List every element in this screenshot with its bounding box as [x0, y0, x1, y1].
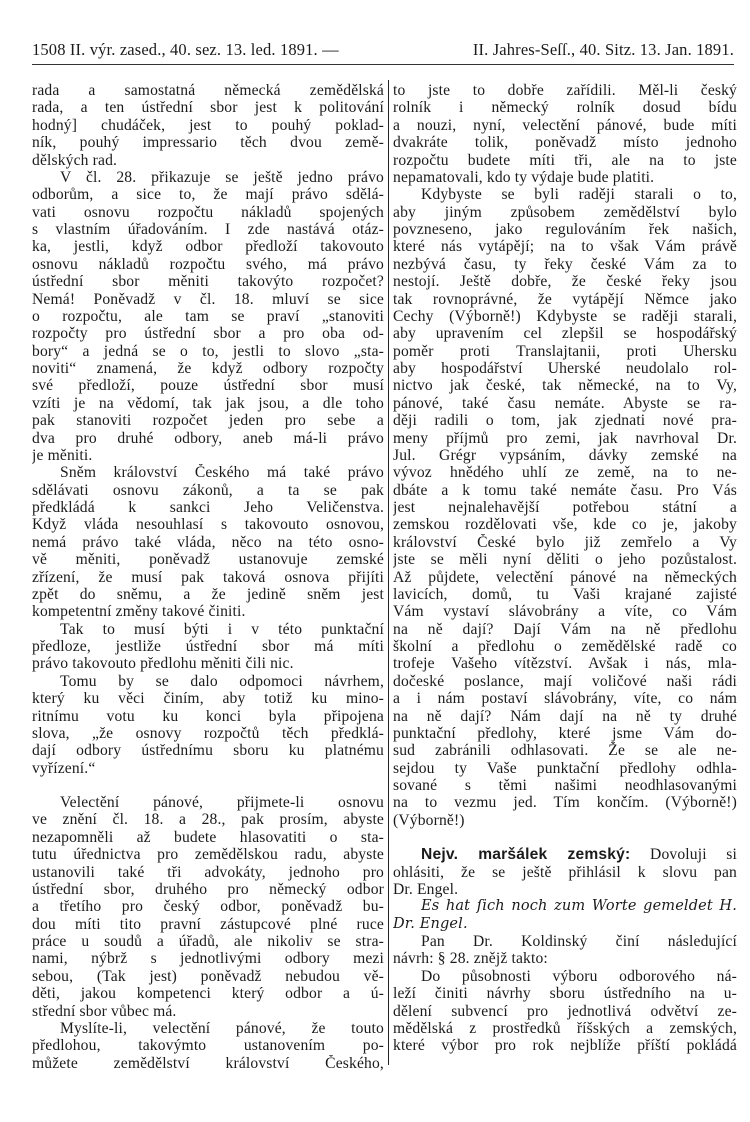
text-line: Vám vystaví slávobrány a víte, co Vám	[393, 603, 737, 621]
text-line: které výbor pro rok nejblíže příští pokládá	[393, 1037, 737, 1055]
text-line: nemá právo také vláda, něco na této osno-	[32, 533, 384, 551]
paragraph	[393, 968, 737, 1055]
text-line: kompetentní změny takové činiti.	[32, 603, 246, 621]
text-line: nictvo jak české, tak německé, na to Vy,	[393, 377, 737, 395]
paragraph	[393, 898, 737, 933]
text-line: slova, „že osnovy rozpočtů těch předklá-	[32, 724, 384, 742]
text-line: Dr. Engel.	[393, 880, 459, 898]
text-line: (Výborně!)	[393, 811, 465, 829]
speaker-name: Nejv. maršálek zemský:	[421, 846, 631, 864]
text-line: Myslíte-li, velectění pánové, že touto	[60, 1019, 384, 1037]
text-line: nezbývá času, ty řeky české Vám za to	[393, 255, 737, 273]
text-line: a i nám postaví slávobrány, víte, co nám	[393, 690, 737, 708]
text-line: Cechy (Výborně!) Kdybyste se raději starali,	[393, 307, 737, 325]
text-line: které nás vytápějí; na to však Vám právě	[393, 238, 737, 256]
text-line: Kdybyste se byli raději starali o to,	[421, 186, 737, 204]
text-line: Velectění pánové, přijmete-li osnovu	[60, 794, 384, 811]
paragraph	[32, 621, 384, 673]
paragraph	[32, 82, 384, 169]
text-line: ústřední sbor měniti takovýto rozpočet?	[32, 273, 384, 291]
text-line: ník, pouhý impressario těch dvou země-	[32, 134, 384, 152]
text-line: a třetího pro český odbor, poněvadž bu-	[32, 898, 384, 916]
text-line: V čl. 28. přikazuje se ještě jedno právo	[60, 168, 384, 186]
text-line: ustanovili také tři advokáty, jednoho pro	[32, 863, 384, 881]
text-line: Es hat ſich noch zum Worte gemeldet H.	[421, 898, 737, 915]
text-line: vzíti je na vědomí, tak jak jsou, a dle toho	[32, 394, 384, 412]
text-line: Tomu by se dalo odpomoci návrhem,	[60, 672, 384, 690]
text-line: ústřední sbor, druhého pro německý odbor	[32, 880, 384, 898]
text-line: rada a samostatná německá zemědělská	[32, 82, 384, 99]
text-line: je měniti.	[32, 446, 93, 464]
column-divider	[388, 80, 389, 1065]
text-line: sované s těmi našimi neodhlasovanými	[393, 777, 737, 794]
text-line: osnovu nákladů rozpočtu svého, má právo	[32, 255, 384, 273]
text-line: leží činiti návrhy sboru ústředního na u-	[393, 985, 737, 1003]
paragraph	[32, 1020, 384, 1072]
text-line: dvakráte tolik, poněvadž místo jednoho	[393, 134, 737, 152]
czech-session-header: II. výr. zased., 40. sez. 13. led. 1891. —	[69, 40, 339, 59]
text-line: ději radili o tom, jak zjednati nové pra-	[393, 412, 737, 430]
paragraph	[393, 846, 737, 898]
text-line: tak rovnoprávné, že vytápějí Němce jako	[393, 290, 737, 308]
text-line	[393, 846, 737, 863]
text-line: Dr. Engel.	[393, 915, 468, 932]
text-line: to jste to dobře zařídili. Měl-li český	[393, 82, 737, 99]
text-line: jest nejnalehavější potřebou státní a	[393, 499, 737, 516]
text-line: vyřízení.“	[32, 759, 96, 777]
text-line: dou míti tito pravní zástupcové plné ruce	[32, 915, 384, 933]
text-line: na to vezmu jed. Tím končím. (Výborně!)	[393, 794, 737, 812]
text-line: Sněm království Českého má také právo	[60, 464, 384, 482]
text-line: ohlásiti, že se ještě přihlásil k slovu pan	[393, 863, 737, 881]
page-number-and-czech-header	[32, 40, 339, 60]
text-line: právo takovouto předlohu měniti čili nic.	[32, 655, 294, 673]
text-line: nezapomněli až budete hlasovatiti o sta-	[32, 828, 384, 846]
text-line: vati osnovu rozpočtu nákladů spojených	[32, 203, 384, 221]
text-line: dbáte a k tomu také nemáte času. Pro Vás	[393, 481, 737, 499]
paragraph	[32, 169, 384, 464]
text-line: odborům, a sice to, že mají právo sdělá-	[32, 186, 384, 204]
text-line: ritnímu votu ku konci byla připojena	[32, 707, 384, 725]
text-line: pánové, také času nemáte. Abyste se ra-	[393, 394, 737, 412]
text-line: sebou, (Tak jest) poněvadž nebudou vě-	[32, 967, 384, 985]
text-line: předloze, jestliže ústřední sbor má míti	[32, 638, 384, 655]
running-header	[32, 34, 734, 65]
page-number: 1508	[32, 40, 66, 59]
text-line: Do působnosti výboru odborového ná-	[421, 967, 737, 985]
paragraph	[393, 186, 737, 829]
text-line: punktační předlohy, které jsme Vám do-	[393, 724, 737, 742]
text-line: Tak to musí býti i v této punktační	[60, 620, 384, 638]
text-line: o rozpočtu, ale tam se praví „stanoviti	[32, 307, 384, 325]
text-line: předlohou, takovýmto ustanovením po-	[32, 1037, 384, 1055]
text-line: meny příjmů pro zemi, jak navrhoval Dr.	[393, 429, 737, 447]
text-line: aby upravením cel zlepšil se hospodářský	[393, 325, 737, 343]
text-line: Pan Dr. Koldinský činí následující	[421, 933, 737, 950]
text-line: dají odbory ústřednímu sboru ku platnému	[32, 742, 384, 760]
text-line: aby jiným způsobem zemědělství bylo	[393, 203, 737, 221]
text-line: hodný] chudáček, jest to pouhý poklad-	[32, 116, 384, 134]
line-text: Dovoluji si	[630, 846, 737, 864]
text-line: s vlastním úřadováním. I zde nastává otáz-	[32, 221, 384, 238]
text-line: ka, jestli, když odbor předloží takovouto	[32, 238, 384, 256]
text-line: na ně dají? Dají Vám na ně předlohu	[393, 620, 737, 638]
text-line: povzneseno, jako regulováním řek našich,	[393, 221, 737, 238]
text-line: sud zabránili odhlasovati. Že se ale ne-	[393, 742, 737, 760]
text-line: bory“ a jedná se o to, jestli to slovo „sta-	[32, 342, 384, 360]
text-line: děti, jakou kompetenci který odbor a ú-	[32, 985, 384, 1003]
paragraph	[32, 673, 384, 777]
text-line: vývoz hnědého uhlí ze země, na to ne-	[393, 464, 737, 482]
text-line: trofeje Vašeho vítězství. Avšak i nás, mla-	[393, 655, 737, 673]
text-line: Jul. Grégr vypsáním, dávky zemské na	[393, 446, 737, 464]
text-line: jste se měli nyní děliti o jeho pozůstalost.	[393, 551, 737, 569]
text-line: na ně dají? Nám dají na ně ty druhé	[393, 707, 737, 725]
text-line: lavicích, domů, tu Vaši krajané zajisté	[393, 585, 737, 603]
text-line: předkládá k sankci Jeho Veličenstva.	[32, 499, 384, 516]
text-line: sdělávati osnovu zákonů, a ta se pak	[32, 481, 384, 499]
text-line: království České bylo již zemřelo a Vy	[393, 533, 737, 551]
text-line: rada, a ten ústřední sbor jest k politování	[32, 99, 384, 117]
text-line: pak stanoviti rozpočet jeden pro sebe a	[32, 412, 384, 430]
text-line: své předloží, pouze ústřední sbor musí	[32, 377, 384, 395]
text-line: mědělská z prostředků říšských a zemských,	[393, 1019, 737, 1037]
text-line: práce u soudů a úřadů, ale nikoliv se stra-	[32, 933, 384, 950]
paragraph	[32, 464, 384, 620]
paragraph	[393, 82, 737, 186]
text-line: dělení subvencí pro jednotlivá odvětví ze-	[393, 1002, 737, 1020]
text-line: zpět do sněmu, a že jedině sněm jest	[32, 585, 384, 603]
text-line: Když vláda nesouhlasí s takovouto osnovou,	[32, 516, 384, 534]
text-line: noviti“ znamená, že když odbory rozpočty	[32, 360, 384, 377]
text-line: a nouzi, nyní, velectění pánové, bude míti	[393, 116, 737, 134]
text-line: zemskou rozdělovati vše, kde co je, jakoby	[393, 516, 737, 534]
text-line: sejdou ty Vaše punktační předlohy odhla-	[393, 759, 737, 777]
text-line: nami, nýbrž s jednotlivými odbory mezi	[32, 950, 384, 968]
text-line: dočeské poslance, mají voličové naši rádi	[393, 672, 737, 690]
text-line: střední sbor vůbec má.	[32, 1002, 177, 1020]
text-line: ve znění čl. 18. a 28., pak prosím, abyste	[32, 811, 384, 829]
text-line: tutu úřednictva pro zemědělskou radu, abyste	[32, 846, 384, 864]
text-line: dva pro druhé odbory, aneb má-li právo	[32, 429, 384, 447]
right-column	[393, 82, 737, 1055]
text-line: rozpočty pro ústřední sbor a pro oba od-	[32, 325, 384, 343]
text-line: rozpočtu budete míti tři, ale na to jste	[393, 151, 737, 169]
text-line: zřízení, že musí pak taková osnova přijíti	[32, 568, 384, 586]
german-session-header: II. Jahres-Seſſ., 40. Sitz. 13. Jan. 1891.	[472, 40, 734, 59]
text-line: který ku věci činím, aby totiž ku mino-	[32, 690, 384, 708]
text-line: poměr proti Translajtanii, proti Uhersku	[393, 342, 737, 360]
text-line: můžete zemědělství království Českého,	[32, 1054, 384, 1072]
text-line: dělských rad.	[32, 151, 118, 169]
paragraph	[32, 794, 384, 1020]
text-line: Až půjdete, velectění pánové na německých	[393, 568, 737, 586]
text-line: Nemá! Poněvadž v čl. 18. mluví se sice	[32, 290, 384, 308]
text-line: nestojí. Ještě dobře, že české řeky jsou	[393, 273, 737, 291]
text-line: vě měniti, poněvadž ustanovuje zemské	[32, 551, 384, 569]
text-line: návrh: § 28. znějž takto:	[393, 950, 548, 968]
left-column	[32, 82, 384, 1072]
text-line: nepamatovali, kdo ty výdaje bude platiti.	[393, 168, 655, 186]
paragraph	[393, 933, 737, 968]
text-line: aby hospodářství Uherské neudolalo rol-	[393, 360, 737, 377]
text-line: školní a předlohu o zemědělské radě co	[393, 638, 737, 655]
text-line: rolník i německý rolník dosud bídu	[393, 99, 737, 117]
